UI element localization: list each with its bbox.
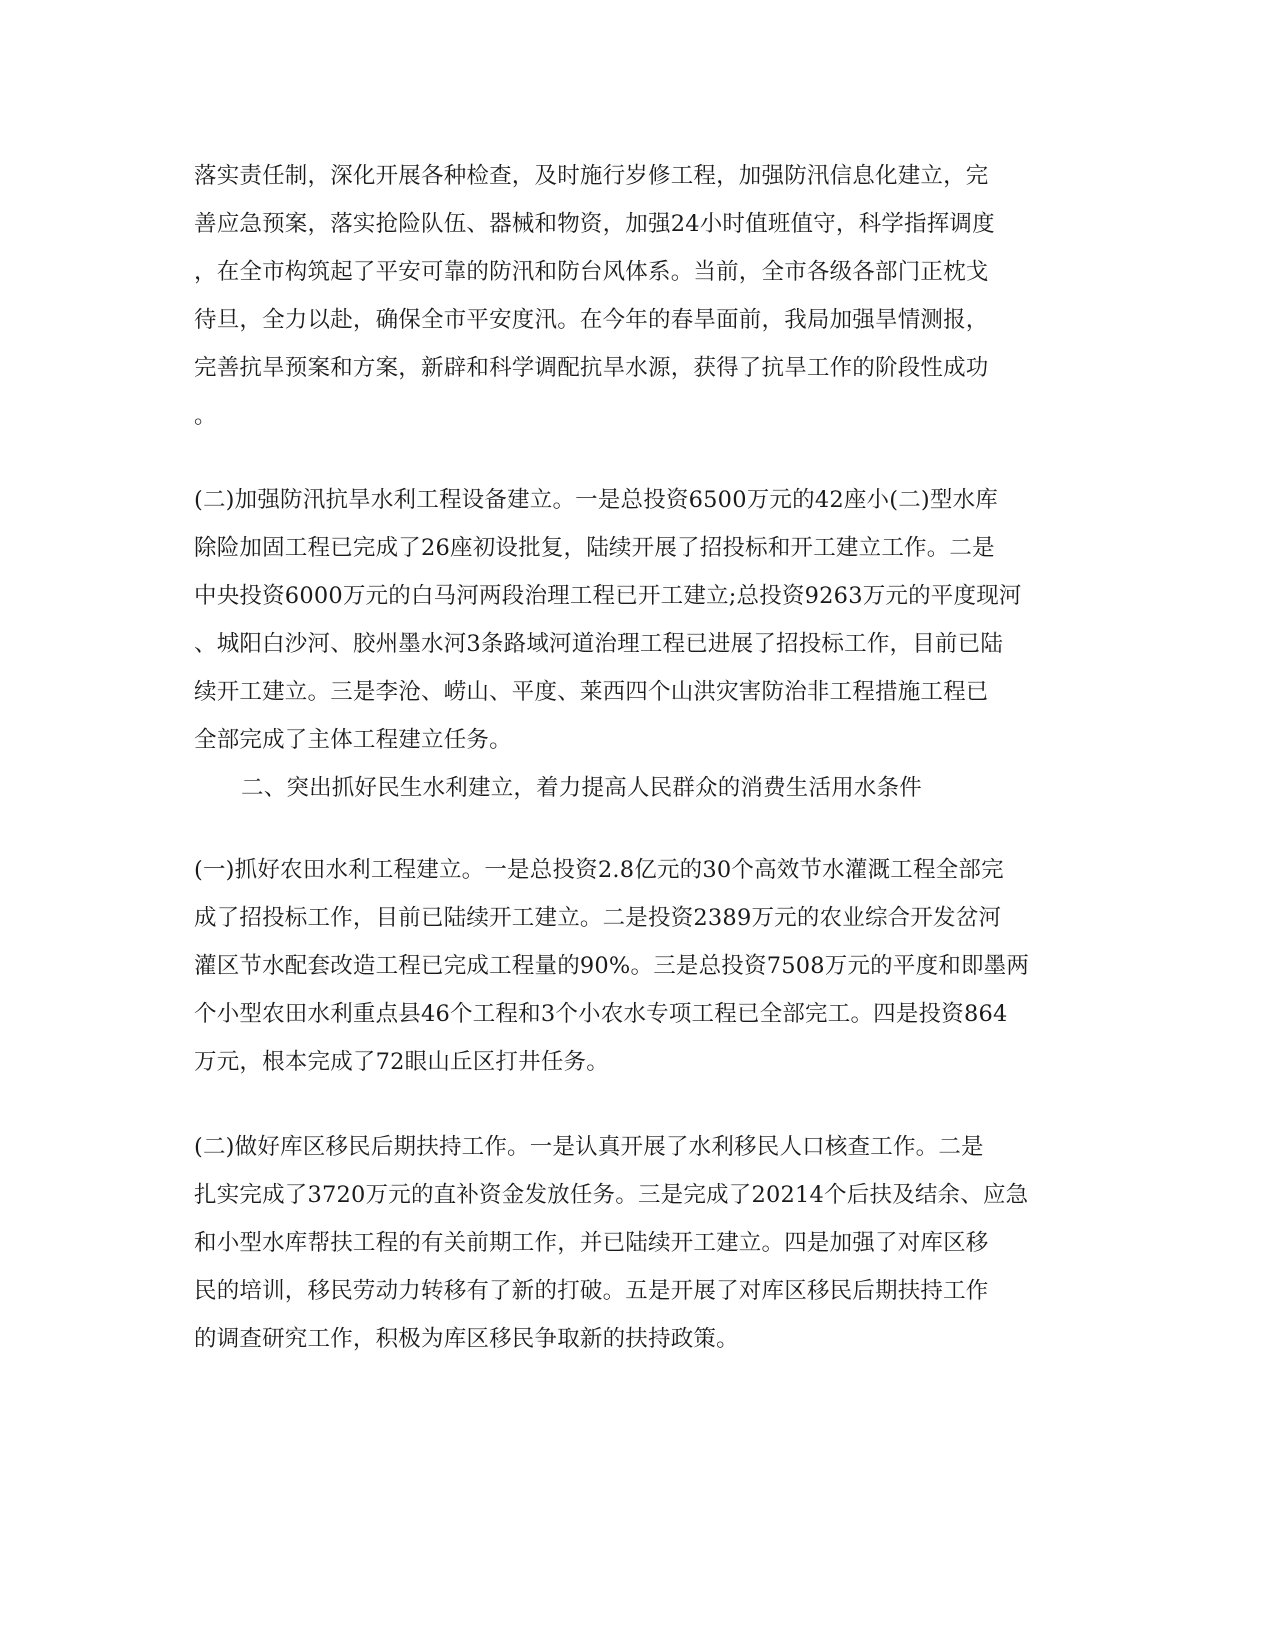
text-line: 个小型农田水利重点县46个工程和3个小农水专项工程已全部完工。四是投资864 <box>194 1001 1008 1027</box>
text-line: 成了招投标工作，目前已陆续开工建立。二是投资2389万元的农业综合开发岔河 <box>194 905 1002 931</box>
text-line: 完善抗旱预案和方案，新辟和科学调配抗旱水源，获得了抗旱工作的阶段性成功 <box>194 355 989 381</box>
paragraph-flood-drought-engineering <box>194 476 1094 812</box>
text-line: 万元，根本完成了72眼山丘区打井任务。 <box>194 1049 609 1075</box>
paragraph-responsibility <box>194 152 1094 440</box>
text-line: 落实责任制，深化开展各种检查，及时施行岁修工程，加强防汛信息化建立，完 <box>194 163 989 189</box>
text-line: 和小型水库帮扶工程的有关前期工作，并已陆续开工建立。四是加强了对库区移 <box>194 1230 989 1256</box>
text-line: 灌区节水配套改造工程已完成工程量的90%。三是总投资7508万元的平度和即墨两 <box>194 953 1030 979</box>
text-line: ，在全市构筑起了平安可靠的防汛和防台风体系。当前，全市各级各部门正枕戈 <box>194 259 989 285</box>
text-line: 中央投资6000万元的白马河两段治理工程已开工建立;总投资9263万元的平度现河 <box>194 583 1022 609</box>
text-line: (二)做好库区移民后期扶持工作。一是认真开展了水利移民人口核查工作。二是 <box>194 1134 984 1160</box>
paragraph-resettlement-support <box>194 1123 1094 1363</box>
text-line: 善应急预案，落实抢险队伍、器械和物资，加强24小时值班值守，科学指挥调度 <box>194 211 995 237</box>
text-line: 除险加固工程已完成了26座初设批复，陆续开展了招投标和开工建立工作。二是 <box>194 535 995 561</box>
text-line: 全部完成了主体工程建立任务。 <box>194 727 512 753</box>
paragraph-farmland-irrigation <box>194 846 1094 1086</box>
text-line: 待旦，全力以赴，确保全市平安度汛。在今年的春旱面前，我局加强旱情测报， <box>194 307 989 333</box>
text-line: 、城阳白沙河、胶州墨水河3条路域河道治理工程已进展了招投标工作，目前已陆 <box>194 631 1004 657</box>
text-line: 续开工建立。三是李沧、崂山、平度、莱西四个山洪灾害防治非工程措施工程已 <box>194 679 989 705</box>
section-heading: 二、突出抓好民生水利建立，着力提高人民群众的消费生活用水条件 <box>241 775 923 801</box>
text-line: (一)抓好农田水利工程建立。一是总投资2.8亿元的30个高效节水灌溉工程全部完 <box>194 857 1004 883</box>
text-line: 扎实完成了3720万元的直补资金发放任务。三是完成了20214个后扶及结余、应急 <box>194 1182 1029 1208</box>
text-line: 民的培训，移民劳动力转移有了新的打破。五是开展了对库区移民后期扶持工作 <box>194 1278 989 1304</box>
text-line: (二)加强防汛抗旱水利工程设备建立。一是总投资6500万元的42座小(二)型水库 <box>194 487 999 513</box>
text-line: 。 <box>194 403 217 429</box>
text-line: 的调查研究工作，积极为库区移民争取新的扶持政策。 <box>194 1326 739 1352</box>
